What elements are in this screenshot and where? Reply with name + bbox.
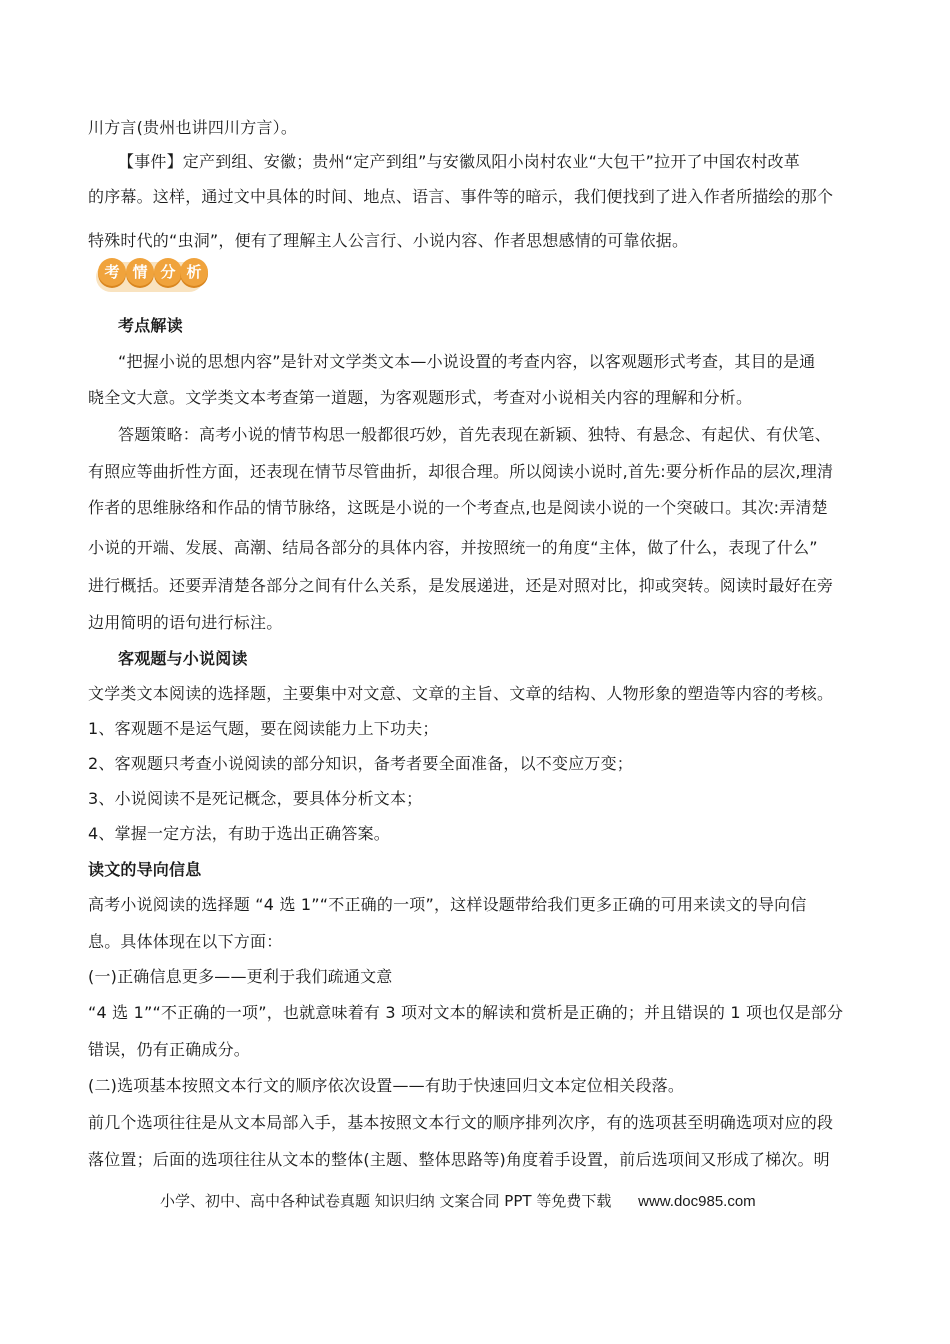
badge-char: 分 <box>154 258 182 286</box>
paragraph-line: “把握小说的思想内容”是针对文学类文本—小说设置的考查内容，以客观题形式考查，其目的是通 <box>118 352 816 371</box>
section-heading: 读文的导向信息 <box>88 860 202 879</box>
section-heading: 客观题与小说阅读 <box>118 649 248 668</box>
footer-link[interactable]: www.doc985.com <box>638 1193 756 1210</box>
footer-text: 小学、初中、高中各种试卷真题 知识归纳 文案合同 PPT 等免费下载 <box>160 1192 612 1210</box>
paragraph-line: 小说的开端、发展、高潮、结局各部分的具体内容，并按照统一的角度“主体，做了什么，表现了什么” <box>88 538 818 557</box>
paragraph-line: 错误，仍有正确成分。 <box>88 1040 251 1059</box>
paragraph-line: 边用简明的语句进行标注。 <box>88 613 283 632</box>
section-heading: 考点解读 <box>118 316 183 335</box>
badge-char: 考 <box>98 258 126 286</box>
paragraph-line: 晓全文大意。文学类文本考查第一道题，为客观题形式，考查对小说相关内容的理解和分析。 <box>88 388 753 407</box>
badge-char: 情 <box>126 258 154 286</box>
paragraph-line: 息。具体体现在以下方面： <box>88 932 283 951</box>
list-item: 3、小说阅读不是死记概念，要具体分析文本； <box>88 789 423 808</box>
paragraph-line: (一)正确信息更多——更利于我们疏通文意 <box>88 967 393 986</box>
paragraph-line: 【事件】定产到组、安徽；贵州“定产到组”与安徽凤阳小岗村农业“大包干”拉开了中国农村改革 <box>118 152 800 171</box>
list-item: 4、掌握一定方法，有助于选出正确答案。 <box>88 824 390 843</box>
paragraph-line: 的序幕。这样，通过文中具体的时间、地点、语言、事件等的暗示，我们便找到了进入作者所描绘的那个 <box>88 187 834 206</box>
analysis-badge <box>92 256 210 298</box>
paragraph-line: 特殊时代的“虫洞”，便有了理解主人公言行、小说内容、作者思想感情的可靠依据。 <box>88 231 689 250</box>
paragraph-line: 高考小说阅读的选择题 “4 选 1”“不正确的一项”，这样设题带给我们更多正确的可用来读文的导向信 <box>88 895 807 914</box>
badge-char: 析 <box>180 258 208 286</box>
paragraph-line: 落位置；后面的选项往往从文本的整体(主题、整体思路等)角度着手设置，前后选项间又形成了梯次。明 <box>88 1150 830 1169</box>
paragraph-line: (二)选项基本按照文本行文的顺序依次设置——有助于快速回归文本定位相关段落。 <box>88 1076 685 1095</box>
list-item: 2、客观题只考查小说阅读的部分知识，备考者要全面准备，以不变应万变； <box>88 754 633 773</box>
paragraph-line: 进行概括。还要弄清楚各部分之间有什么关系，是发展递进，还是对照对比，抑或突转。阅读时最好在旁 <box>88 576 834 595</box>
page-footer <box>160 1190 756 1213</box>
list-item: 1、客观题不是运气题，要在阅读能力上下功夫； <box>88 719 439 738</box>
paragraph-line: 答题策略：高考小说的情节构思一般都很巧妙，首先表现在新颖、独特、有悬念、有起伏、有伏笔、 <box>118 425 831 444</box>
paragraph-line: 川方言(贵州也讲四川方言）。 <box>88 118 298 137</box>
paragraph-line: 作者的思维脉络和作品的情节脉络，这既是小说的一个考查点,也是阅读小说的一个突破口。其次:弄清楚 <box>88 498 828 517</box>
paragraph-line: 前几个选项往往是从文本局部入手，基本按照文本行文的顺序排列次序，有的选项甚至明确选项对应的段 <box>88 1113 834 1132</box>
paragraph-line: “4 选 1”“不正确的一项”，也就意味着有 3 项对文本的解读和赏析是正确的；并且错误的 1 项也仅是部分 <box>88 1003 844 1022</box>
paragraph-line: 有照应等曲折性方面，还表现在情节尽管曲折，却很合理。所以阅读小说时,首先:要分析作品的层次,理清 <box>88 462 834 481</box>
paragraph-line: 文学类文本阅读的选择题，主要集中对文意、文章的主旨、文章的结构、人物形象的塑造等内容的考核。 <box>88 684 834 703</box>
